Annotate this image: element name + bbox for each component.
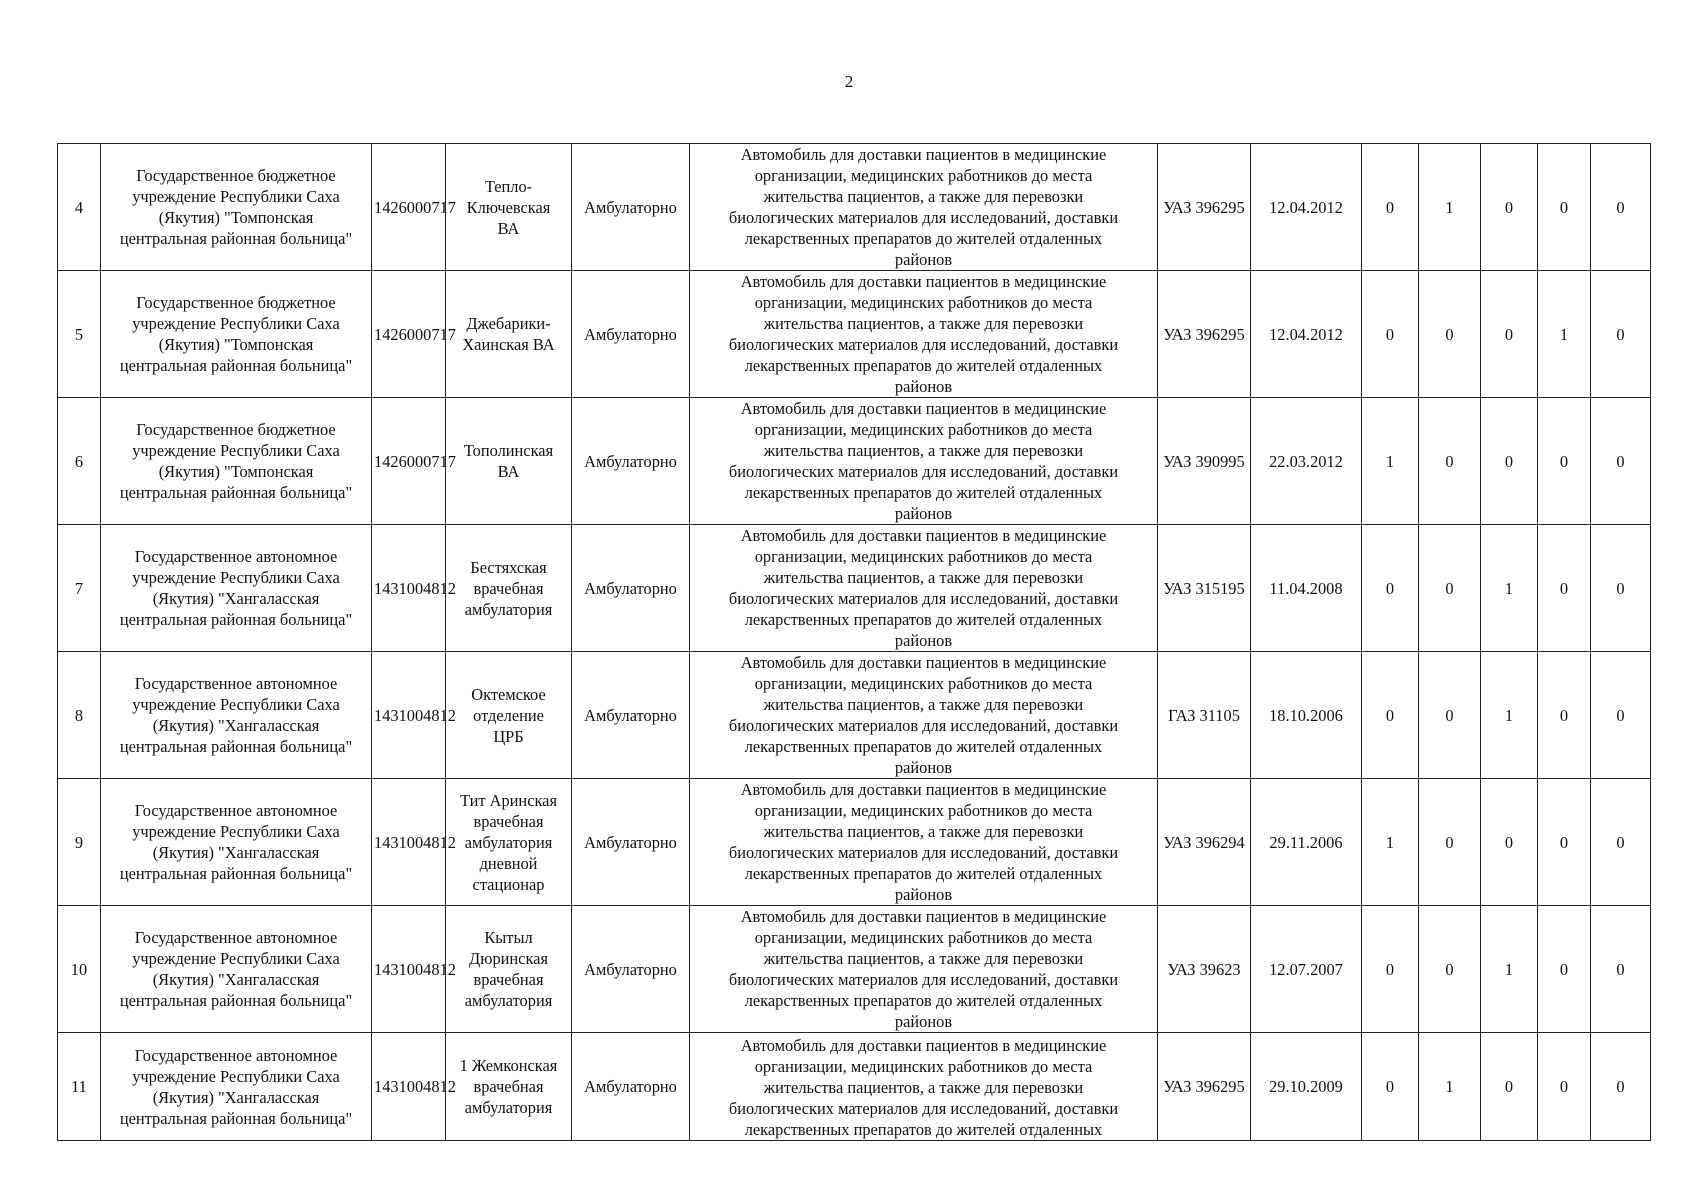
table-row bbox=[58, 1033, 1651, 1141]
count-cell-2: 0 bbox=[1419, 652, 1481, 779]
organization-name: Государственное бюджетное учреждение Республики Саха (Якутия) "Томпонская центральная районная больница" bbox=[101, 398, 372, 525]
registration-date: 12.07.2007 bbox=[1251, 906, 1362, 1033]
count-cell-3: 1 bbox=[1481, 525, 1538, 652]
count-cell-5: 0 bbox=[1591, 271, 1651, 398]
vehicle-model: УАЗ 39623 bbox=[1158, 906, 1251, 1033]
count-cell-3: 1 bbox=[1481, 652, 1538, 779]
care-type: Амбулаторно bbox=[572, 652, 690, 779]
count-cell-1: 0 bbox=[1362, 1033, 1419, 1141]
table-row bbox=[58, 271, 1651, 398]
organization-code: 1426000717 bbox=[372, 144, 446, 271]
organization-code: 1426000717 bbox=[372, 271, 446, 398]
count-cell-4: 0 bbox=[1538, 652, 1591, 779]
count-cell-1: 0 bbox=[1362, 652, 1419, 779]
count-cell-3: 1 bbox=[1481, 906, 1538, 1033]
vehicle-purpose: Автомобиль для доставки пациентов в медицинские организации, медицинских работников до места жительства пациентов, а также для перевозки биологических материалов для исследований, доставки лекарственных препаратов до жителей отдаленных районов bbox=[690, 779, 1158, 906]
organization-name: Государственное автономное учреждение Республики Саха (Якутия) "Хангаласская центральная районная больница" bbox=[101, 906, 372, 1033]
count-cell-1: 1 bbox=[1362, 779, 1419, 906]
row-number: 4 bbox=[58, 144, 101, 271]
table-row bbox=[58, 144, 1651, 271]
count-cell-1: 0 bbox=[1362, 525, 1419, 652]
count-cell-1: 1 bbox=[1362, 398, 1419, 525]
count-cell-4: 0 bbox=[1538, 144, 1591, 271]
count-cell-5: 0 bbox=[1591, 398, 1651, 525]
count-cell-3: 0 bbox=[1481, 779, 1538, 906]
facility-name: 1 Жемконская врачебная амбулатория bbox=[446, 1033, 572, 1141]
count-cell-5: 0 bbox=[1591, 525, 1651, 652]
vehicle-purpose: Автомобиль для доставки пациентов в медицинские организации, медицинских работников до места жительства пациентов, а также для перевозки биологических материалов для исследований, доставки лекарственных препаратов до жителей отдаленных районов bbox=[690, 144, 1158, 271]
count-cell-2: 0 bbox=[1419, 398, 1481, 525]
count-cell-3: 0 bbox=[1481, 398, 1538, 525]
facility-name: Бестяхская врачебная амбулатория bbox=[446, 525, 572, 652]
vehicle-purpose: Автомобиль для доставки пациентов в медицинские организации, медицинских работников до места жительства пациентов, а также для перевозки биологических материалов для исследований, доставки лекарственных препаратов до жителей отдаленных районов bbox=[690, 398, 1158, 525]
table-row bbox=[58, 398, 1651, 525]
row-number: 10 bbox=[58, 906, 101, 1033]
count-cell-5: 0 bbox=[1591, 906, 1651, 1033]
vehicle-model: УАЗ 396295 bbox=[1158, 1033, 1251, 1141]
facility-name: Джебарики- Хаинская ВА bbox=[446, 271, 572, 398]
row-number: 7 bbox=[58, 525, 101, 652]
facility-name: Кытыл Дюринская врачебная амбулатория bbox=[446, 906, 572, 1033]
facility-name: Тепло- Ключевская ВА bbox=[446, 144, 572, 271]
vehicle-purpose: Автомобиль для доставки пациентов в медицинские организации, медицинских работников до места жительства пациентов, а также для перевозки биологических материалов для исследований, доставки лекарственных препаратов до жителей отдаленных районов bbox=[690, 652, 1158, 779]
count-cell-4: 0 bbox=[1538, 1033, 1591, 1141]
registration-date: 29.11.2006 bbox=[1251, 779, 1362, 906]
organization-code: 1431004812 bbox=[372, 1033, 446, 1141]
registration-date: 18.10.2006 bbox=[1251, 652, 1362, 779]
vehicle-purpose: Автомобиль для доставки пациентов в медицинские организации, медицинских работников до места жительства пациентов, а также для перевозки биологических материалов для исследований, доставки лекарственных препаратов до жителей отдаленных районов bbox=[690, 906, 1158, 1033]
registration-date: 22.03.2012 bbox=[1251, 398, 1362, 525]
organization-code: 1431004812 bbox=[372, 525, 446, 652]
registration-date: 29.10.2009 bbox=[1251, 1033, 1362, 1141]
care-type: Амбулаторно bbox=[572, 1033, 690, 1141]
count-cell-4: 0 bbox=[1538, 779, 1591, 906]
registration-date: 12.04.2012 bbox=[1251, 271, 1362, 398]
organization-name: Государственное автономное учреждение Республики Саха (Якутия) "Хангаласская центральная районная больница" bbox=[101, 779, 372, 906]
organization-code: 1431004812 bbox=[372, 779, 446, 906]
organization-name: Государственное бюджетное учреждение Республики Саха (Якутия) "Томпонская центральная районная больница" bbox=[101, 271, 372, 398]
facility-name: Октемское отделение ЦРБ bbox=[446, 652, 572, 779]
organization-name: Государственное автономное учреждение Республики Саха (Якутия) "Хангаласская центральная районная больница" bbox=[101, 525, 372, 652]
vehicle-model: УАЗ 396295 bbox=[1158, 144, 1251, 271]
organization-name: Государственное автономное учреждение Республики Саха (Якутия) "Хангаласская центральная районная больница" bbox=[101, 652, 372, 779]
table-body bbox=[58, 144, 1651, 1141]
row-number: 9 bbox=[58, 779, 101, 906]
vehicle-model: УАЗ 390995 bbox=[1158, 398, 1251, 525]
count-cell-1: 0 bbox=[1362, 906, 1419, 1033]
organization-name: Государственное бюджетное учреждение Республики Саха (Якутия) "Томпонская центральная районная больница" bbox=[101, 144, 372, 271]
row-number: 8 bbox=[58, 652, 101, 779]
count-cell-4: 1 bbox=[1538, 271, 1591, 398]
care-type: Амбулаторно bbox=[572, 398, 690, 525]
count-cell-5: 0 bbox=[1591, 779, 1651, 906]
count-cell-3: 0 bbox=[1481, 144, 1538, 271]
care-type: Амбулаторно bbox=[572, 525, 690, 652]
count-cell-2: 0 bbox=[1419, 906, 1481, 1033]
vehicle-model: ГАЗ 31105 bbox=[1158, 652, 1251, 779]
care-type: Амбулаторно bbox=[572, 144, 690, 271]
count-cell-4: 0 bbox=[1538, 906, 1591, 1033]
organization-name: Государственное автономное учреждение Республики Саха (Якутия) "Хангаласская центральная районная больница" bbox=[101, 1033, 372, 1141]
vehicle-model: УАЗ 396295 bbox=[1158, 271, 1251, 398]
care-type: Амбулаторно bbox=[572, 271, 690, 398]
count-cell-1: 0 bbox=[1362, 271, 1419, 398]
vehicle-model: УАЗ 315195 bbox=[1158, 525, 1251, 652]
row-number: 6 bbox=[58, 398, 101, 525]
count-cell-4: 0 bbox=[1538, 525, 1591, 652]
page-number: 2 bbox=[844, 72, 854, 91]
count-cell-3: 0 bbox=[1481, 271, 1538, 398]
count-cell-2: 0 bbox=[1419, 525, 1481, 652]
row-number: 11 bbox=[58, 1033, 101, 1141]
table-row bbox=[58, 525, 1651, 652]
vehicle-table bbox=[57, 143, 1651, 1141]
count-cell-2: 0 bbox=[1419, 271, 1481, 398]
registration-date: 12.04.2012 bbox=[1251, 144, 1362, 271]
vehicle-model: УАЗ 396294 bbox=[1158, 779, 1251, 906]
count-cell-2: 0 bbox=[1419, 779, 1481, 906]
count-cell-3: 0 bbox=[1481, 1033, 1538, 1141]
facility-name: Тополинская ВА bbox=[446, 398, 572, 525]
vehicle-purpose: Автомобиль для доставки пациентов в медицинские организации, медицинских работников до места жительства пациентов, а также для перевозки биологических материалов для исследований, доставки лекарственных препаратов до жителей отдаленных районов bbox=[690, 525, 1158, 652]
facility-name: Тит Аринская врачебная амбулатория дневной стационар bbox=[446, 779, 572, 906]
count-cell-2: 1 bbox=[1419, 144, 1481, 271]
organization-code: 1431004812 bbox=[372, 652, 446, 779]
organization-code: 1431004812 bbox=[372, 906, 446, 1033]
table-row bbox=[58, 652, 1651, 779]
vehicle-purpose: Автомобиль для доставки пациентов в медицинские организации, медицинских работников до места жительства пациентов, а также для перевозки биологических материалов для исследований, доставки лекарственных препаратов до жителей отдаленных районов bbox=[690, 271, 1158, 398]
count-cell-1: 0 bbox=[1362, 144, 1419, 271]
count-cell-5: 0 bbox=[1591, 1033, 1651, 1141]
count-cell-5: 0 bbox=[1591, 652, 1651, 779]
count-cell-4: 0 bbox=[1538, 398, 1591, 525]
organization-code: 1426000717 bbox=[372, 398, 446, 525]
count-cell-5: 0 bbox=[1591, 144, 1651, 271]
care-type: Амбулаторно bbox=[572, 906, 690, 1033]
vehicle-purpose: Автомобиль для доставки пациентов в медицинские организации, медицинских работников до места жительства пациентов, а также для перевозки биологических материалов для исследований, доставки лекарственных препаратов до жителей отдаленных bbox=[690, 1033, 1158, 1141]
care-type: Амбулаторно bbox=[572, 779, 690, 906]
table-row bbox=[58, 906, 1651, 1033]
table-row bbox=[58, 779, 1651, 906]
registration-date: 11.04.2008 bbox=[1251, 525, 1362, 652]
row-number: 5 bbox=[58, 271, 101, 398]
count-cell-2: 1 bbox=[1419, 1033, 1481, 1141]
